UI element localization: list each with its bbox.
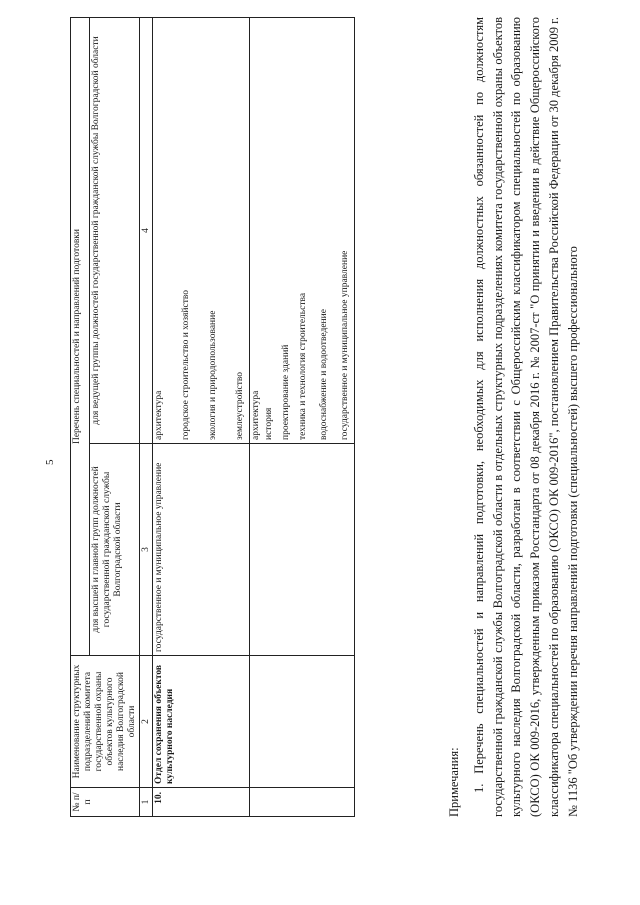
list-item: история xyxy=(264,407,275,440)
notes-title: Примечания: xyxy=(447,747,461,817)
list-item: городское строительство и хозяйство xyxy=(181,289,192,440)
row-number: 10. xyxy=(153,788,250,817)
header-num: № п/п xyxy=(71,788,140,817)
list-item: землеустройство xyxy=(235,371,246,440)
index-cell: 4 xyxy=(139,18,153,444)
spec-list-a xyxy=(154,21,246,440)
header-name: Наименование структурных подразделений комитета государственной охраны объектов культурного наследия Волгоградской области xyxy=(71,656,140,788)
page-number: 5 xyxy=(44,459,56,465)
table-row xyxy=(153,18,250,817)
index-row xyxy=(139,18,153,817)
list-item: водоснабжение и водоотведение xyxy=(318,309,329,440)
index-cell: 1 xyxy=(139,788,153,817)
notes-section xyxy=(445,17,582,817)
list-item: архитектура xyxy=(154,390,165,440)
list-item: архитектура xyxy=(251,390,262,440)
notes-paragraph: 1. Перечень специальностей и направлений подготовки, необходимых для исполнения должностных обязанностей по должностям государственной гражданской службы Волгоградской области в отдельных структурных подразделениях комитета государственной охраны объектов культурного наследия Волгоградской области, разработан в соответствии с Общероссийским классификатором специальностей по образованию (ОКСО) ОК 009-2016, утвержденным приказом Росстандарта от 08 декабря 2016 г. № 2007-ст "О принятии и введении в действие Общероссийского классификатора специальностей по образованию (ОКСО) ОК 009-2016", постановлением Правительства Российской Федерации от 30 декабря 2009 г. № 1136 "Об утверждении перечня направлений подготовки (специальностей) высшего профессионального xyxy=(471,17,580,817)
list-item: проектирование зданий xyxy=(280,344,291,440)
index-cell: 2 xyxy=(139,656,153,788)
row-col3: государственное и муниципальное управление xyxy=(153,444,250,656)
row-col4 xyxy=(153,18,250,444)
spec-list-b xyxy=(251,21,351,440)
list-item: государственное и муниципальное управление xyxy=(339,250,350,440)
index-cell: 3 xyxy=(139,444,153,656)
specialties-table xyxy=(70,17,355,817)
header-group: Перечень специальностей и направлений подготовки xyxy=(71,18,90,656)
header-col4: для ведущей группы должностей государственной гражданской службы Волгоградской области xyxy=(90,18,139,444)
table-header-row xyxy=(71,18,90,817)
list-item: техника и технология строительства xyxy=(297,292,308,440)
table-row xyxy=(250,18,355,817)
list-item: экология и природопользование xyxy=(208,310,219,440)
row-name: Отдел сохранения объектов культурного наследия xyxy=(153,656,250,788)
row-col4-b xyxy=(250,18,355,444)
header-col3: для высшей и главной групп должностей государственной гражданской службы Волгоградской области xyxy=(90,444,139,656)
